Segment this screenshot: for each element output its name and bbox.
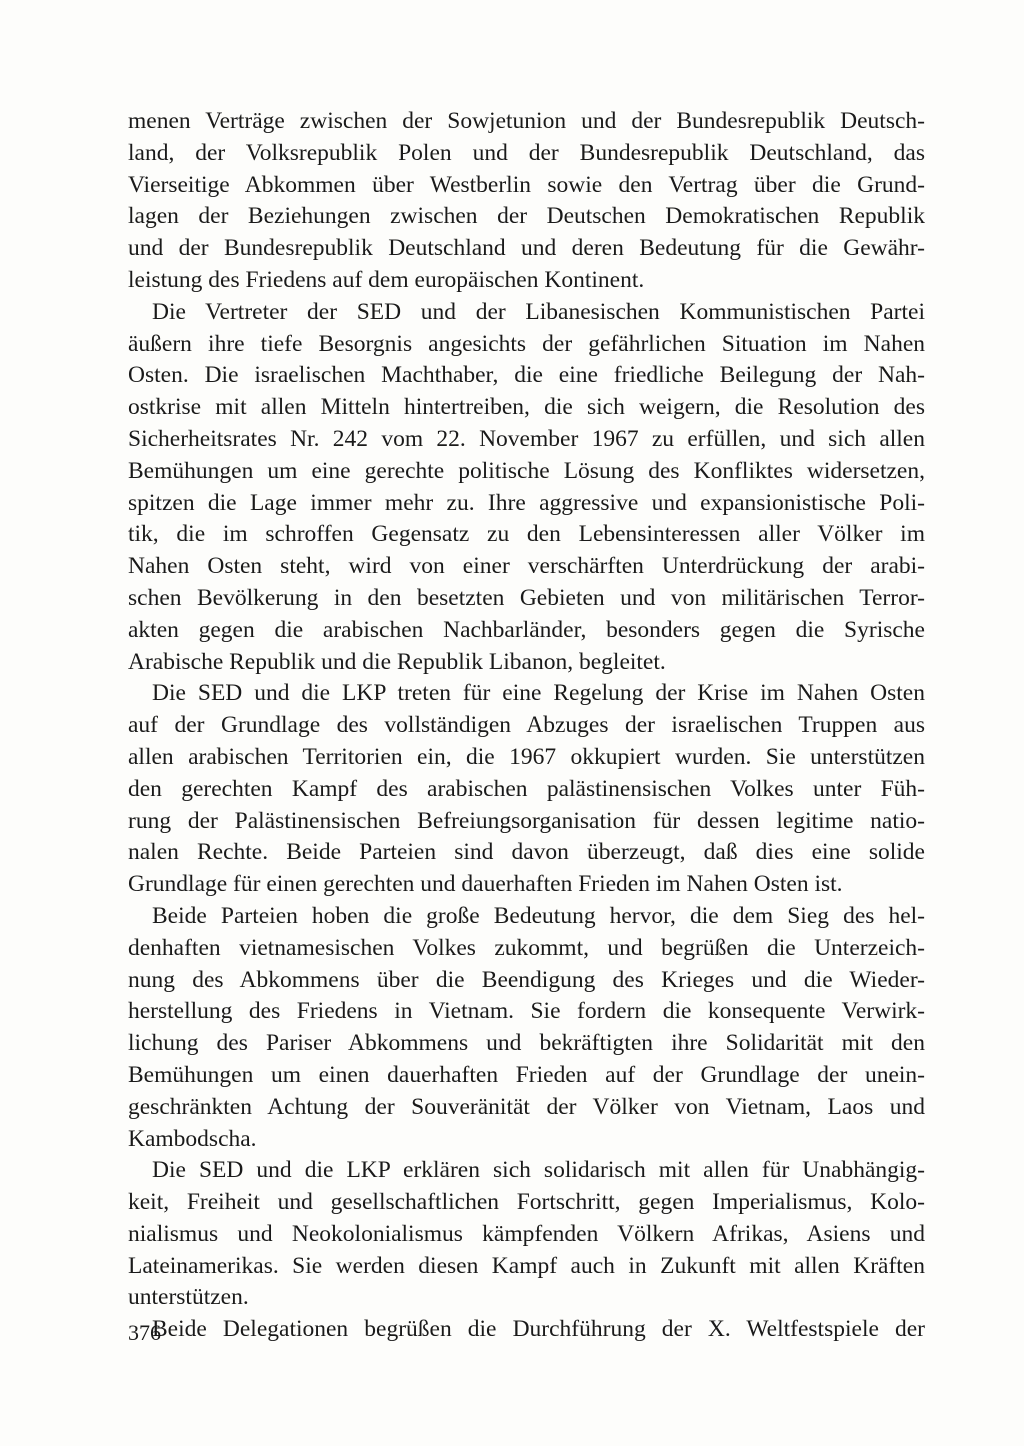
text-line: lagen der Beziehungen zwischen der Deutschen Demokratischen Republik <box>128 203 925 230</box>
text-line: nialismus und Neokolonialismus kämpfenden Völkern Afrikas, Asiens und <box>128 1220 925 1247</box>
text-line: nung des Abkommens über die Beendigung des Krieges und die Wieder- <box>128 966 925 993</box>
text-line: Kambodscha. <box>128 1125 257 1152</box>
text-line: menen Verträge zwischen der Sowjetunion und der Bundesrepublik Deutsch- <box>128 108 925 134</box>
text-line: Die SED und die LKP treten für eine Regelung der Krise im Nahen Osten <box>152 680 925 707</box>
text-line: Grundlage für einen gerechten und dauerhaften Frieden im Nahen Osten ist. <box>128 871 843 898</box>
text-line: keit, Freiheit und gesellschaftlichen Fortschritt, gegen Imperialismus, Kolo- <box>128 1189 925 1216</box>
text-line: Osten. Die israelischen Machthaber, die eine friedliche Beilegung der Nah- <box>128 362 925 389</box>
body-text <box>128 106 925 1346</box>
paragraph <box>128 1314 925 1346</box>
text-line: auf der Grundlage des vollständigen Abzuges der israelischen Truppen aus <box>128 712 925 739</box>
paragraph <box>128 1155 925 1314</box>
text-line: allen arabischen Territorien ein, die 1967 okkupiert wurden. Sie unterstützen <box>128 743 925 770</box>
text-line: Lateinamerikas. Sie werden diesen Kampf auch in Zukunft mit allen Kräften <box>128 1252 925 1279</box>
text-line: Die SED und die LKP erklären sich solidarisch mit allen für Unabhängig- <box>152 1157 925 1184</box>
text-line: Bemühungen um eine gerechte politische Lösung des Konfliktes widersetzen, <box>128 457 925 484</box>
text-line: Die Vertreter der SED und der Libanesischen Kommunistischen Partei <box>152 298 925 325</box>
text-line: Bemühungen um einen dauerhaften Frieden auf der Grundlage der unein- <box>128 1061 925 1088</box>
text-line: Beide Parteien hoben die große Bedeutung hervor, die dem Sieg des hel- <box>152 902 925 929</box>
text-line: lichung des Pariser Abkommens und bekräftigten ihre Solidarität mit den <box>128 1030 925 1057</box>
text-line: tik, die im schroffen Gegensatz zu den Lebensinteressen aller Völker im <box>128 521 925 548</box>
text-line: rung der Palästinensischen Befreiungsorganisation für dessen legitime natio- <box>128 807 925 834</box>
text-line: land, der Volksrepublik Polen und der Bundesrepublik Deutschland, das <box>128 139 925 166</box>
text-line: unterstützen. <box>128 1284 249 1311</box>
text-line: Beide Delegationen begrüßen die Durchführung der X. Weltfestspiele der <box>152 1316 925 1343</box>
paragraph <box>128 678 925 901</box>
text-line: spitzen die Lage immer mehr zu. Ihre aggressive und expansionistische Poli- <box>128 489 925 516</box>
paragraph <box>128 901 925 1155</box>
page-number: 376 <box>128 1320 161 1345</box>
text-line: ostkrise mit allen Mitteln hintertreiben, die sich weigern, die Resolution des <box>128 394 925 421</box>
paragraph <box>128 106 925 297</box>
text-line: Sicherheitsrates Nr. 242 vom 22. November 1967 zu erfüllen, und sich allen <box>128 425 925 452</box>
text-line: leistung des Friedens auf dem europäischen Kontinent. <box>128 266 645 293</box>
text-line: und der Bundesrepublik Deutschland und deren Bedeutung für die Gewähr- <box>128 235 925 262</box>
text-line: Arabische Republik und die Republik Libanon, begleitet. <box>128 648 666 675</box>
text-line: äußern ihre tiefe Besorgnis angesichts der gefährlichen Situation im Nahen <box>128 330 925 357</box>
text-line: den gerechten Kampf des arabischen palästinensischen Volkes unter Füh- <box>128 775 925 802</box>
text-line: Vierseitige Abkommen über Westberlin sowie den Vertrag über die Grund- <box>128 171 925 198</box>
text-line: denhaften vietnamesischen Volkes zukommt, und begrüßen die Unterzeich- <box>128 934 925 961</box>
text-line: herstellung des Friedens in Vietnam. Sie fordern die konsequente Verwirk- <box>128 998 925 1025</box>
text-line: schen Bevölkerung in den besetzten Gebieten und von militärischen Terror- <box>128 584 925 611</box>
text-line: akten gegen die arabischen Nachbarländer, besonders gegen die Syrische <box>128 616 925 643</box>
text-line: Nahen Osten steht, wird von einer verschärften Unterdrückung der arabi- <box>128 553 925 580</box>
text-line: geschränkten Achtung der Souveränität der Völker von Vietnam, Laos und <box>128 1093 925 1120</box>
text-line: nalen Rechte. Beide Parteien sind davon überzeugt, daß dies eine solide <box>128 839 925 866</box>
paragraph <box>128 297 925 679</box>
